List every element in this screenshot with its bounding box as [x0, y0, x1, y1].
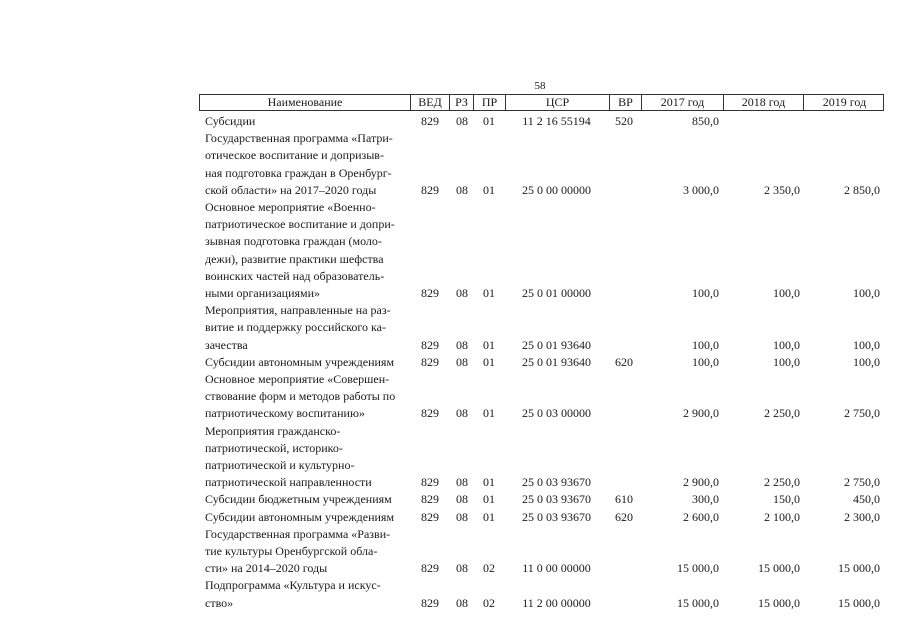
cell-ved: 829 — [421, 337, 439, 352]
cell-2019: 100,0 — [853, 285, 880, 300]
cell-pr: 01 — [483, 509, 495, 524]
cell-rz: 08 — [456, 113, 468, 128]
cell-2018: 2 250,0 — [764, 406, 800, 421]
cell-ved: 829 — [421, 285, 439, 300]
cell-2018: 100,0 — [773, 337, 800, 352]
cell-csr: 25 0 00 00000 — [522, 182, 591, 197]
cell-2017: 2 900,0 — [683, 475, 719, 490]
cell-2019: 2 750,0 — [844, 475, 880, 490]
cell-2017: 2 900,0 — [683, 406, 719, 421]
cell-name: Мероприятия, направленные на раз- витие и поддержку российского ка- зачества — [205, 303, 391, 352]
cell-2017: 300,0 — [692, 492, 719, 507]
cell-2017: 15 000,0 — [677, 561, 719, 576]
cell-name: Мероприятия гражданско- патриотической, историко- патриотической и культурно- патриотической направленности — [205, 423, 372, 490]
cell-name: Основное мероприятие «Военно- патриотическое воспитание и допри- зывная подготовка граждан (моло- дежи), развитие практики шефства воинских частей над образователь- ными организациями» — [205, 200, 395, 301]
cell-2019: 2 300,0 — [844, 509, 880, 524]
cell-2017: 100,0 — [692, 285, 719, 300]
cell-pr: 02 — [483, 595, 495, 610]
table-row — [0, 423, 905, 492]
cell-2017: 3 000,0 — [683, 182, 719, 197]
cell-name: Субсидии — [205, 114, 256, 128]
table-row — [0, 577, 905, 611]
cell-ved: 829 — [421, 354, 439, 369]
cell-csr: 25 0 03 93670 — [522, 509, 591, 524]
cell-csr: 25 0 01 00000 — [522, 285, 591, 300]
cell-rz: 08 — [456, 354, 468, 369]
cell-csr: 25 0 03 00000 — [522, 406, 591, 421]
cell-ved: 829 — [421, 113, 439, 128]
cell-pr: 01 — [483, 113, 495, 128]
cell-2018: 2 250,0 — [764, 475, 800, 490]
cell-ved: 829 — [421, 509, 439, 524]
header-name: Наименование — [267, 95, 343, 109]
table-row — [0, 302, 905, 354]
cell-pr: 01 — [483, 354, 495, 369]
header-ved: ВЕД — [410, 95, 449, 110]
cell-rz: 08 — [456, 492, 468, 507]
cell-name: Субсидии автономным учреждениям — [205, 354, 395, 369]
header-pr: ПР — [473, 95, 505, 110]
cell-name: Субсидии бюджетным учреждениям — [205, 492, 392, 507]
cell-csr: 25 0 01 93640 — [522, 337, 591, 352]
header-vr: ВР — [609, 95, 641, 110]
table-row — [0, 354, 905, 371]
table-row — [0, 509, 905, 526]
cell-2017: 2 600,0 — [683, 509, 719, 524]
table-row — [0, 113, 905, 130]
cell-name: Государственная программа «Разви- тие культуры Оренбургской обла- сти» на 2014–2020 годы — [205, 526, 391, 576]
cell-rz: 08 — [456, 285, 468, 300]
cell-rz: 08 — [456, 182, 468, 197]
table-row — [0, 491, 905, 508]
cell-2017: 100,0 — [692, 354, 719, 369]
cell-pr: 01 — [483, 475, 495, 490]
cell-vr: 520 — [615, 113, 633, 128]
cell-name: Государственная программа «Патри- отическое воспитание и допризыв- ная подготовка граждан в Оренбург- ской области» на 2017–2020 годы — [205, 131, 393, 197]
cell-vr: 610 — [615, 492, 633, 507]
cell-2019: 15 000,0 — [838, 595, 880, 610]
cell-csr: 11 2 00 00000 — [522, 595, 591, 610]
cell-pr: 02 — [483, 561, 495, 576]
cell-rz: 08 — [456, 595, 468, 610]
cell-rz: 08 — [456, 475, 468, 490]
cell-csr: 25 0 03 93670 — [522, 492, 591, 507]
cell-csr: 25 0 03 93670 — [522, 475, 591, 490]
cell-2018: 15 000,0 — [758, 595, 800, 610]
cell-csr: 11 2 16 55194 — [522, 113, 591, 128]
table-row — [0, 199, 905, 302]
cell-csr: 11 0 00 00000 — [522, 561, 591, 576]
cell-ved: 829 — [421, 492, 439, 507]
cell-2019: 100,0 — [853, 354, 880, 369]
cell-pr: 01 — [483, 492, 495, 507]
table-header — [199, 94, 884, 111]
cell-2017: 15 000,0 — [677, 595, 719, 610]
cell-pr: 01 — [483, 182, 495, 197]
cell-vr: 620 — [615, 509, 633, 524]
cell-2018: 100,0 — [773, 285, 800, 300]
header-2017: 2017 год — [641, 95, 723, 110]
cell-2019: 2 750,0 — [844, 406, 880, 421]
cell-vr: 620 — [615, 354, 633, 369]
cell-rz: 08 — [456, 406, 468, 421]
cell-2018: 2 100,0 — [764, 509, 800, 524]
cell-2019: 450,0 — [853, 492, 880, 507]
cell-ved: 829 — [421, 475, 439, 490]
cell-2018: 100,0 — [773, 354, 800, 369]
header-2019: 2019 год — [803, 95, 885, 110]
cell-2019: 15 000,0 — [838, 561, 880, 576]
cell-rz: 08 — [456, 561, 468, 576]
cell-name: Основное мероприятие «Совершен- ствование форм и методов работы по патриотическому воспитанию» — [205, 372, 396, 421]
cell-2018: 15 000,0 — [758, 561, 800, 576]
cell-ved: 829 — [421, 406, 439, 421]
cell-2018: 150,0 — [773, 492, 800, 507]
cell-name: Подпрограмма «Культура и искус- ство» — [205, 578, 381, 610]
cell-ved: 829 — [421, 595, 439, 610]
cell-csr: 25 0 01 93640 — [522, 354, 591, 369]
table-row — [0, 130, 905, 199]
table-row — [0, 526, 905, 578]
header-rz: РЗ — [449, 95, 473, 110]
table-row — [0, 371, 905, 423]
cell-rz: 08 — [456, 509, 468, 524]
cell-2018: 2 350,0 — [764, 182, 800, 197]
cell-2019: 2 850,0 — [844, 182, 880, 197]
cell-2019: 100,0 — [853, 337, 880, 352]
cell-2017: 850,0 — [692, 113, 719, 128]
cell-ved: 829 — [421, 561, 439, 576]
header-csr: ЦСР — [505, 95, 609, 110]
cell-pr: 01 — [483, 406, 495, 421]
cell-pr: 01 — [483, 285, 495, 300]
cell-ved: 829 — [421, 182, 439, 197]
page-number: 58 — [534, 80, 546, 92]
header-2018: 2018 год — [723, 95, 803, 110]
cell-rz: 08 — [456, 337, 468, 352]
cell-2017: 100,0 — [692, 337, 719, 352]
cell-pr: 01 — [483, 337, 495, 352]
cell-name: Субсидии автономным учреждениям — [205, 509, 395, 524]
